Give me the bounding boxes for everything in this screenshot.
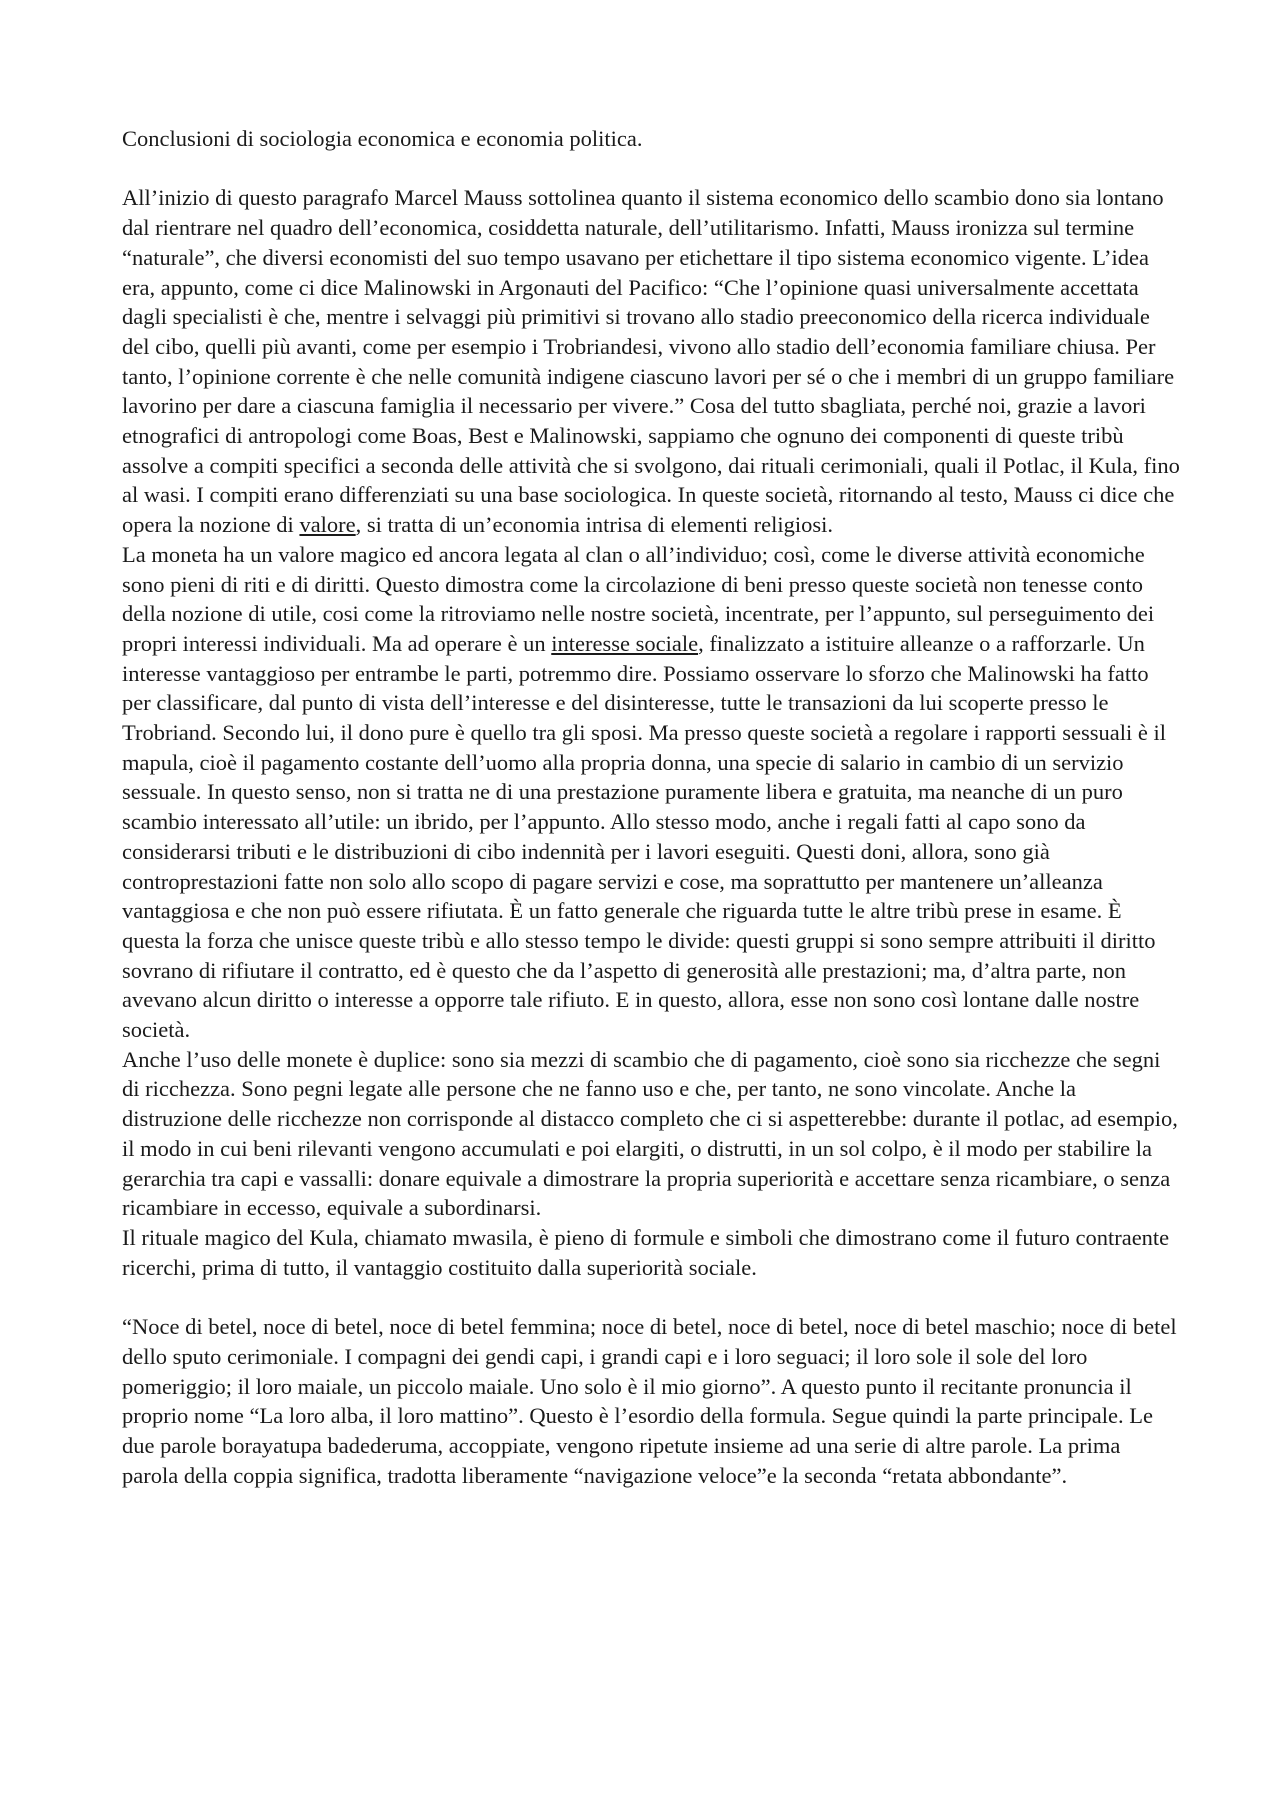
paragraph-2-text: La moneta ha un valore magico ed ancora legata al clan o all’individuo; così, come le diverse attività economiche sono pieni di riti e di diritti. Questo dimostra come la circolazione di beni presso queste società non tenesse conto della nozione di utile, cosi come la ritroviamo nelle nostre società, incentrate, per l’appunto, sul perseguimento dei propri interessi individuali. Ma ad operare è un: [122, 541, 1155, 656]
document-page: [122, 124, 1180, 1490]
paragraph-gap: [122, 1282, 1180, 1312]
paragraph-2: [122, 540, 1180, 1045]
paragraph-1-end: , si tratta di un’economia intrisa di elementi religiosi.: [355, 512, 834, 538]
underlined-term-valore: valore: [299, 512, 356, 538]
paragraph-4: Il rituale magico del Kula, chiamato mwasila, è pieno di formule e simboli che dimostrano come il futuro contraente ricerchi, prima di tutto, il vantaggio costituito dalla superiorità sociale.: [122, 1225, 1170, 1280]
paragraph-3: Anche l’uso delle monete è duplice: sono sia mezzi di scambio che di pagamento, cioè sono sia ricchezze che segni di ricchezza. Sono pegni legate alle persone che ne fanno uso e che, per tanto, ne sono vincolate. Anche la distruzione delle ricchezze non corrisponde al distacco completo che ci si aspetterebbe: durante il potlac, ad esempio, il modo in cui beni rilevanti vengono accumulati e poi elargiti, o distrutti, in un sol colpo, è il modo per stabilire la gerarchia tra capi e vassalli: donare equivale a dimostrare la propria superiorità e accettare senza ricambiare, o senza ricambiare in eccesso, equivale a subordinarsi.: [122, 1046, 1178, 1221]
document-title: Conclusioni di sociologia economica e economia politica.: [122, 126, 643, 151]
paragraph-1: [122, 183, 1180, 539]
paragraph-2-end: , finalizzato a istituire alleanze o a rafforzarle. Un interesse vantaggioso per entrambe le parti, potremmo dire. Possiamo osservare lo sforzo che Malinowski ha fatto per classificare, dal punto di vista dell’interesse e del disinteresse, tutte le transazioni da lui scoperte presso le Trobriand. Secondo lui, il dono pure è quello tra gli sposi. Ma presso queste società a regolare i rapporti sessuali è il mapula, cioè il pagamento costante dell’uomo alla propria donna, una specie di salario in cambio di un servizio sessuale. In questo senso, non si tratta ne di una prestazione puramente libera e gratuita, ma neanche di un puro scambio interessato all’utile: un ibrido, per l’appunto. Allo stesso modo, anche i regali fatti al capo sono da considerarsi tributi e le distribuzioni di cibo indennità per i lavori eseguiti. Questi doni, allora, sono già controprestazioni fatte non solo allo scopo di pagare servizi e cose, ma soprattutto per mantenere un’alleanza vantaggiosa e che non può essere rifiutata. È un fatto generale che riguarda tutte le altre tribù prese in esame. È questa la forza che unisce queste tribù e allo stesso tempo le divide: questi gruppi si sono sempre attribuiti il diritto sovrano di rifiutare il contratto, ed è questo che da l’aspetto di generosità alle prestazioni; ma, d’altra parte, non avevano alcun diritto o interesse a opporre tale rifiuto. E in questo, allora, esse non sono così lontane dalle nostre società.: [122, 630, 1166, 1043]
paragraph-5-quote: “Noce di betel, noce di betel, noce di betel femmina; noce di betel, noce di betel, noce di betel maschio; noce di betel dello sputo cerimoniale. I compagni dei gendi capi, i grandi capi e i loro seguaci; il loro sole il sole del loro pomeriggio; il loro maiale, un piccolo maiale. Uno solo è il mio giorno”. A questo punto il recitante pronuncia il proprio nome “La loro alba, il loro mattino”. Questo è l’esordio della formula. Segue quindi la parte principale. Le due parole borayatupa badederuma, accoppiate, vengono ripetute insieme ad una serie di altre parole. La prima parola della coppia significa, tradotta liberamente “navigazione veloce”e la seconda “retata abbondante”.: [122, 1314, 1177, 1488]
paragraph-1-text: All’inizio di questo paragrafo Marcel Mauss sottolinea quanto il sistema economico dello scambio dono sia lontano dal rientrare nel quadro dell’economica, cosiddetta naturale, dell’utilitarismo. Infatti, Mauss ironizza sul termine “naturale”, che diversi economisti del suo tempo usavano per etichettare il tipo sistema economico vigente. L’idea era, appunto, come ci dice Malinowski in Argonauti del Pacifico: “Che l’opinione quasi universalmente accettata dagli specialisti è che, mentre i selvaggi più primitivi si trovano allo stadio preeconomico della ricerca individuale del cibo, quelli più avanti, come per esempio i Trobriandesi, vivono allo stadio dell’economia familiare chiusa. Per tanto, l’opinione corrente è che nelle comunità indigene ciascuno lavori per sé o che i membri di un gruppo familiare lavorino per dare a ciascuna famiglia il necessario per vivere.” Cosa del tutto sbagliata, perché noi, grazie a lavori etnografici di antropologi come Boas, Best e Malinowski, sappiamo che ognuno dei componenti di queste tribù assolve a compiti specifici a seconda delle attività che si svolgono, dai rituali cerimoniali, quali il Potlac, il Kula, fino al wasi. I compiti erano differenziati su una base sociologica. In queste società, ritornando al testo, Mauss ci dice che opera la nozione di: [122, 185, 1180, 538]
underlined-term-interesse-sociale: interesse sociale: [551, 630, 699, 656]
paragraph-gap: [122, 154, 1180, 184]
